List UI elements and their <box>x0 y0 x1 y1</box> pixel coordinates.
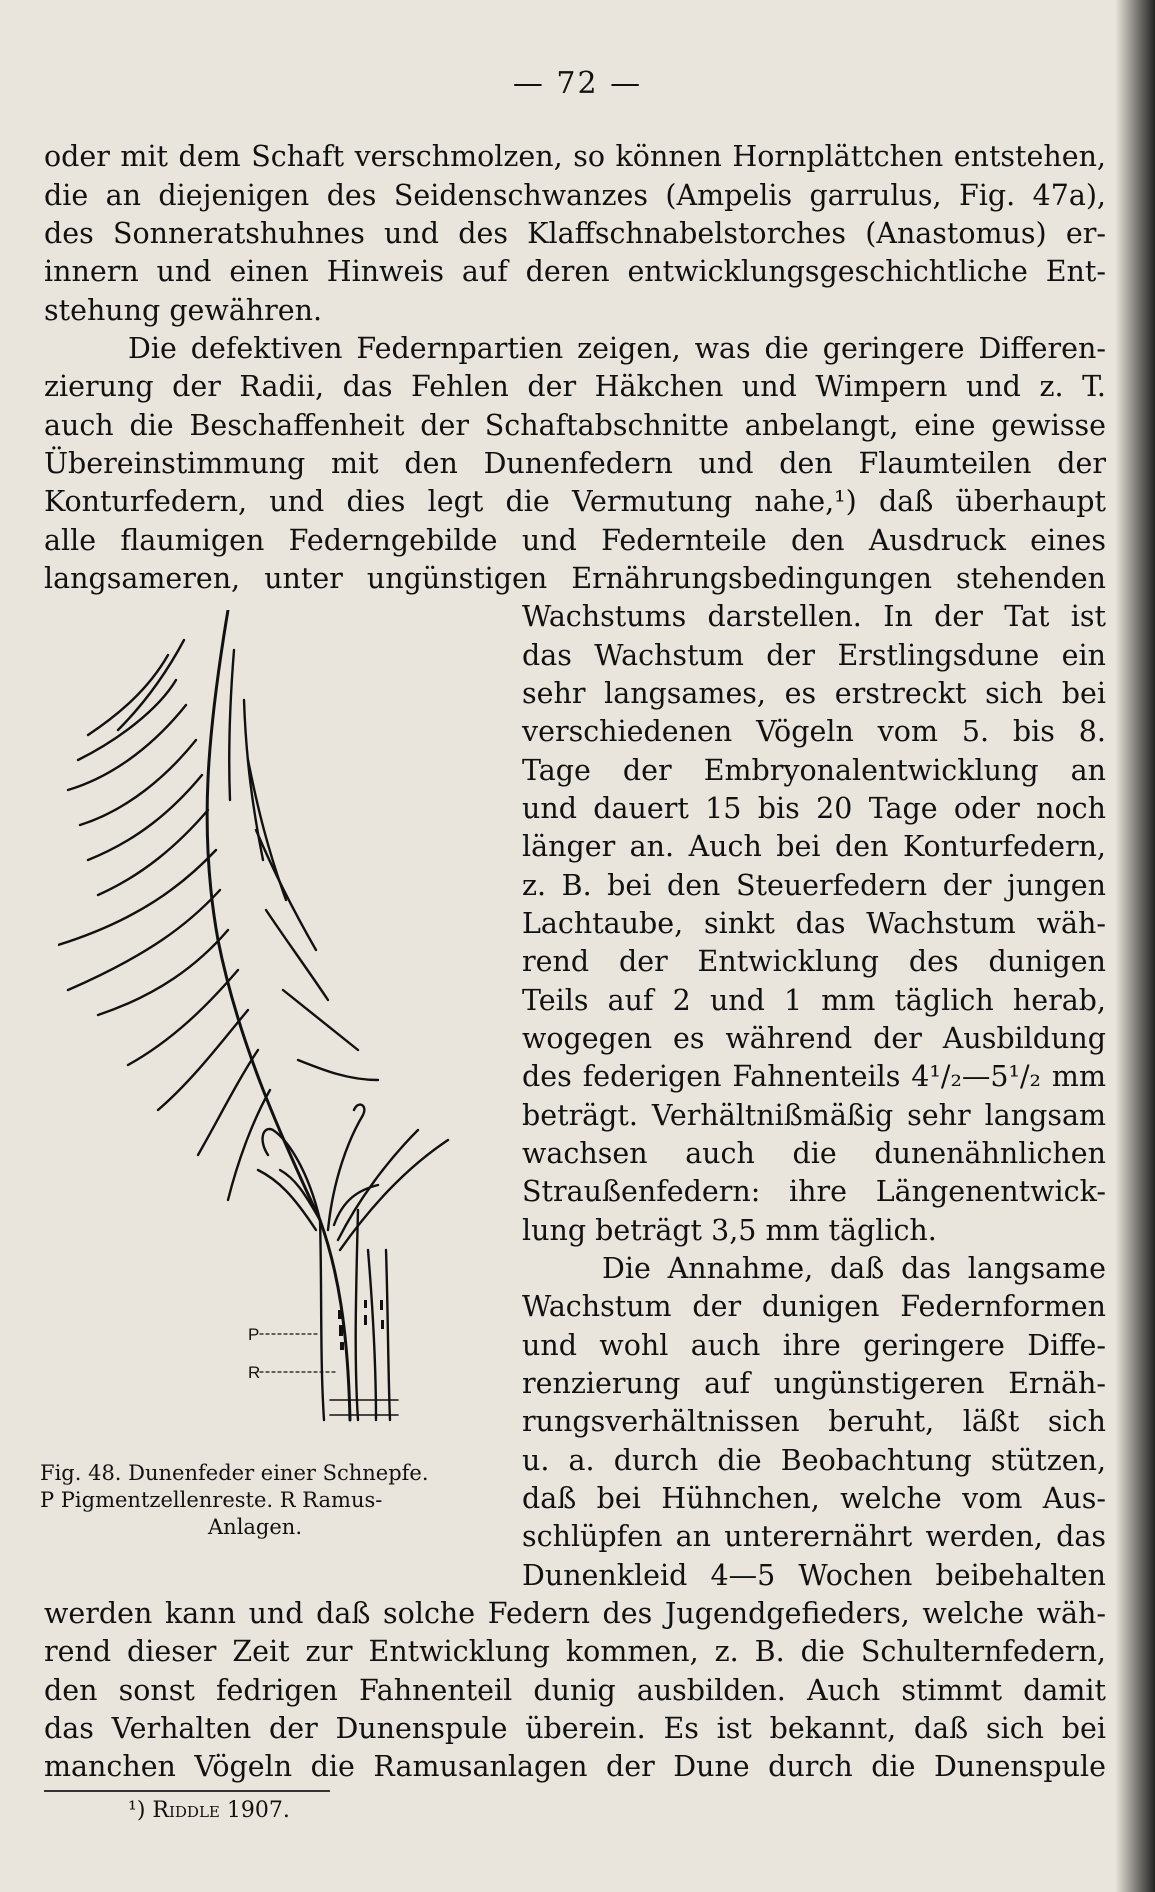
text-line: rend der Entwicklung des dunigen <box>522 945 1106 978</box>
page-number: — 72 — <box>512 66 643 101</box>
text-line: Teils auf 2 und 1 mm täglich herab, <box>522 984 1106 1017</box>
text-line: Tage der Embryonalentwicklung an <box>522 754 1106 787</box>
text-line: des Sonneratshuhnes und des Klaffschnabelstorches (Anastomus) er- <box>44 217 1106 250</box>
text-line: oder mit dem Schaft verschmolzen, so können Hornplättchen entstehen, <box>44 140 1106 173</box>
text-line: wogegen es während der Ausbildung <box>522 1022 1106 1055</box>
text-line: langsameren, unter ungünstigen Ernährungsbedingungen stehenden <box>44 562 1106 595</box>
text-line: und dauert 15 bis 20 Tage oder noch <box>522 792 1106 825</box>
text-line: den sonst fedrigen Fahnenteil dunig ausbilden. Auch stimmt damit <box>44 1674 1106 1707</box>
footnote-author: Riddle <box>152 1798 220 1823</box>
text-line: das Wachstum der Erstlingsdune ein <box>522 639 1106 672</box>
text-line: lung beträgt 3,5 mm täglich. <box>522 1214 937 1247</box>
text-line: Wachstums darstellen. In der Tat ist <box>522 600 1106 633</box>
text-line: renzierung auf ungünstigeren Ernäh- <box>522 1367 1106 1400</box>
text-line: und wohl auch ihre geringere Diffe- <box>522 1329 1106 1362</box>
text-line: u. a. durch die Beobachtung stützen, <box>522 1444 1106 1477</box>
text-line: schlüpfen an unterernährt werden, das <box>522 1520 1106 1553</box>
footnote-rule <box>44 1790 330 1792</box>
text-line: Übereinstimmung mit den Dunenfedern und den Flaumteilen der <box>44 447 1106 480</box>
text-line: verschiedenen Vögeln vom 5. bis 8. <box>522 715 1106 748</box>
text-line: zierung der Radii, das Fehlen der Häkchen und Wimpern und z. T. <box>44 370 1106 403</box>
text-line: länger an. Auch bei den Konturfedern, <box>522 830 1106 863</box>
text-line: das Verhalten der Dunenspule überein. Es ist bekannt, daß sich bei <box>44 1712 1106 1745</box>
text-line: beträgt. Verhältnißmäßig sehr langsam <box>522 1099 1106 1132</box>
text-line: sehr langsames, es erstreckt sich bei <box>522 677 1106 710</box>
text-line: Konturfedern, und dies legt die Vermutung nahe,¹) daß überhaupt <box>44 485 1106 518</box>
text-line: stehung gewähren. <box>44 294 323 327</box>
text-line: alle flaumigen Federngebilde und Federnteile den Ausdruck eines <box>44 524 1106 557</box>
caption-line: Fig. 48. Dunenfeder einer Schnepfe. <box>40 1461 429 1485</box>
feather-illustration <box>58 610 478 1450</box>
text-line: Dunenkleid 4—5 Wochen beibehalten <box>522 1559 1106 1592</box>
text-line: daß bei Hühnchen, welche vom Aus- <box>522 1482 1106 1515</box>
footnote-marker: ¹) <box>128 1798 146 1823</box>
page-edge-shadow <box>1115 0 1155 1892</box>
text-line: Straußenfedern: ihre Längenentwick- <box>522 1175 1106 1208</box>
text-line: rungsverhältnissen beruht, läßt sich <box>522 1405 1106 1438</box>
text-line: rend dieser Zeit zur Entwicklung kommen, z. B. die Schulternfedern, <box>44 1635 1106 1668</box>
figure-label-r: R <box>248 1363 261 1382</box>
text-line: Wachstum der dunigen Federnformen <box>522 1290 1106 1323</box>
footnote-year: 1907. <box>226 1798 290 1823</box>
text-line: z. B. bei den Steuerfedern der jungen <box>522 869 1106 902</box>
text-line: des federigen Fahnenteils 4¹/₂—5¹/₂ mm <box>522 1060 1106 1093</box>
caption-line: P Pigmentzellenreste. R Ramus- <box>40 1488 383 1512</box>
text-line: manchen Vögeln die Ramusanlagen der Dune durch die Dunenspule <box>44 1750 1106 1783</box>
text-line: Die defektiven Federnpartien zeigen, was die geringere Differen- <box>128 332 1106 365</box>
caption-line: Anlagen. <box>208 1515 302 1539</box>
text-line: Lachtaube, sinkt das Wachstum wäh- <box>522 907 1106 940</box>
text-line: auch die Beschaffenheit der Schaftabschnitte anbelangt, eine gewisse <box>44 409 1106 442</box>
text-line: die an diejenigen des Seidenschwanzes (Ampelis garrulus, Fig. 47a), <box>44 179 1106 212</box>
figure-label-p: P <box>248 1325 260 1344</box>
figure-caption <box>40 1460 470 1541</box>
text-line: innern und einen Hinweis auf deren entwicklungsgeschichtliche Ent- <box>44 255 1106 288</box>
text-line: werden kann und daß solche Federn des Jugendgefieders, welche wäh- <box>44 1597 1106 1630</box>
text-line: wachsen auch die dunenähnlichen <box>522 1137 1106 1170</box>
text-line: Die Annahme, daß das langsame <box>602 1252 1106 1285</box>
footnote <box>128 1796 290 1826</box>
